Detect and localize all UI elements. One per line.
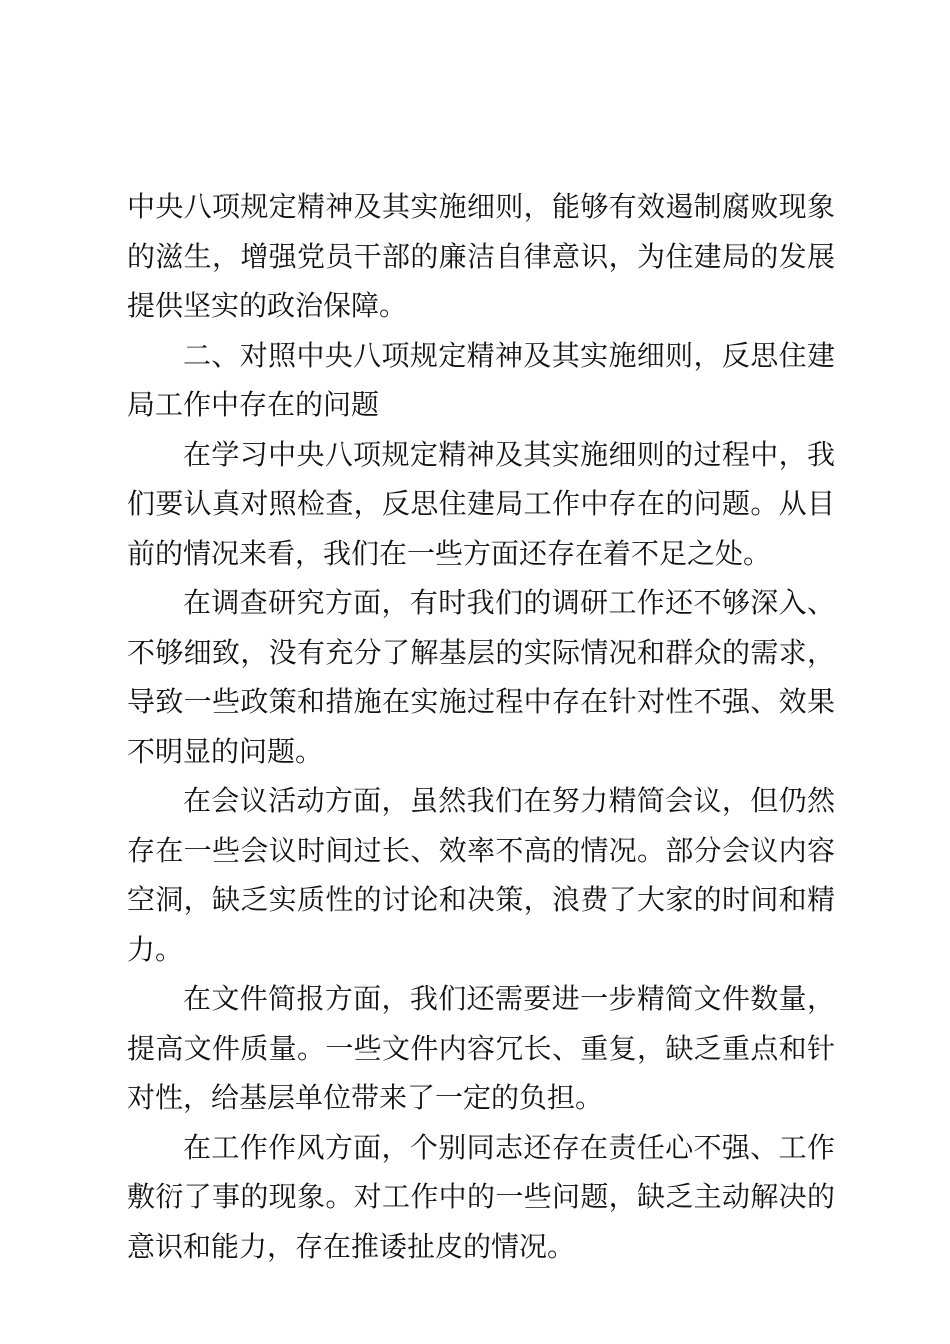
paragraph-work-style: 在工作作风方面，个别同志还存在责任心不强、工作敷衍了事的现象。对工作中的一些问题，缺乏主动解决的意识和能力，存在推诿扯皮的情况。 bbox=[127, 1130, 835, 1263]
paragraph-intro: 在学习中央八项规定精神及其实施细则的过程中，我们要认真对照检查，反思住建局工作中存在的问题。从目前的情况来看，我们在一些方面还存在着不足之处。 bbox=[127, 437, 835, 570]
section-heading: 二、对照中央八项规定精神及其实施细则，反思住建局工作中存在的问题 bbox=[127, 338, 835, 421]
paragraph-meetings: 在会议活动方面，虽然我们在努力精简会议，但仍然存在一些会议时间过长、效率不高的情况。部分会议内容空洞，缺乏实质性的讨论和决策，浪费了大家的时间和精力。 bbox=[127, 784, 835, 966]
paragraph-continuation: 中央八项规定精神及其实施细则，能够有效遏制腐败现象的滋生，增强党员干部的廉洁自律意识，为住建局的发展提供坚实的政治保障。 bbox=[127, 190, 835, 322]
paragraph-research: 在调查研究方面，有时我们的调研工作还不够深入、不够细致，没有充分了解基层的实际情况和群众的需求，导致一些政策和措施在实施过程中存在针对性不强、效果不明显的问题。 bbox=[127, 586, 835, 768]
document-body bbox=[127, 182, 835, 1271]
paragraph-documents: 在文件简报方面，我们还需要进一步精简文件数量，提高文件质量。一些文件内容冗长、重复，缺乏重点和针对性，给基层单位带来了一定的负担。 bbox=[127, 982, 835, 1114]
